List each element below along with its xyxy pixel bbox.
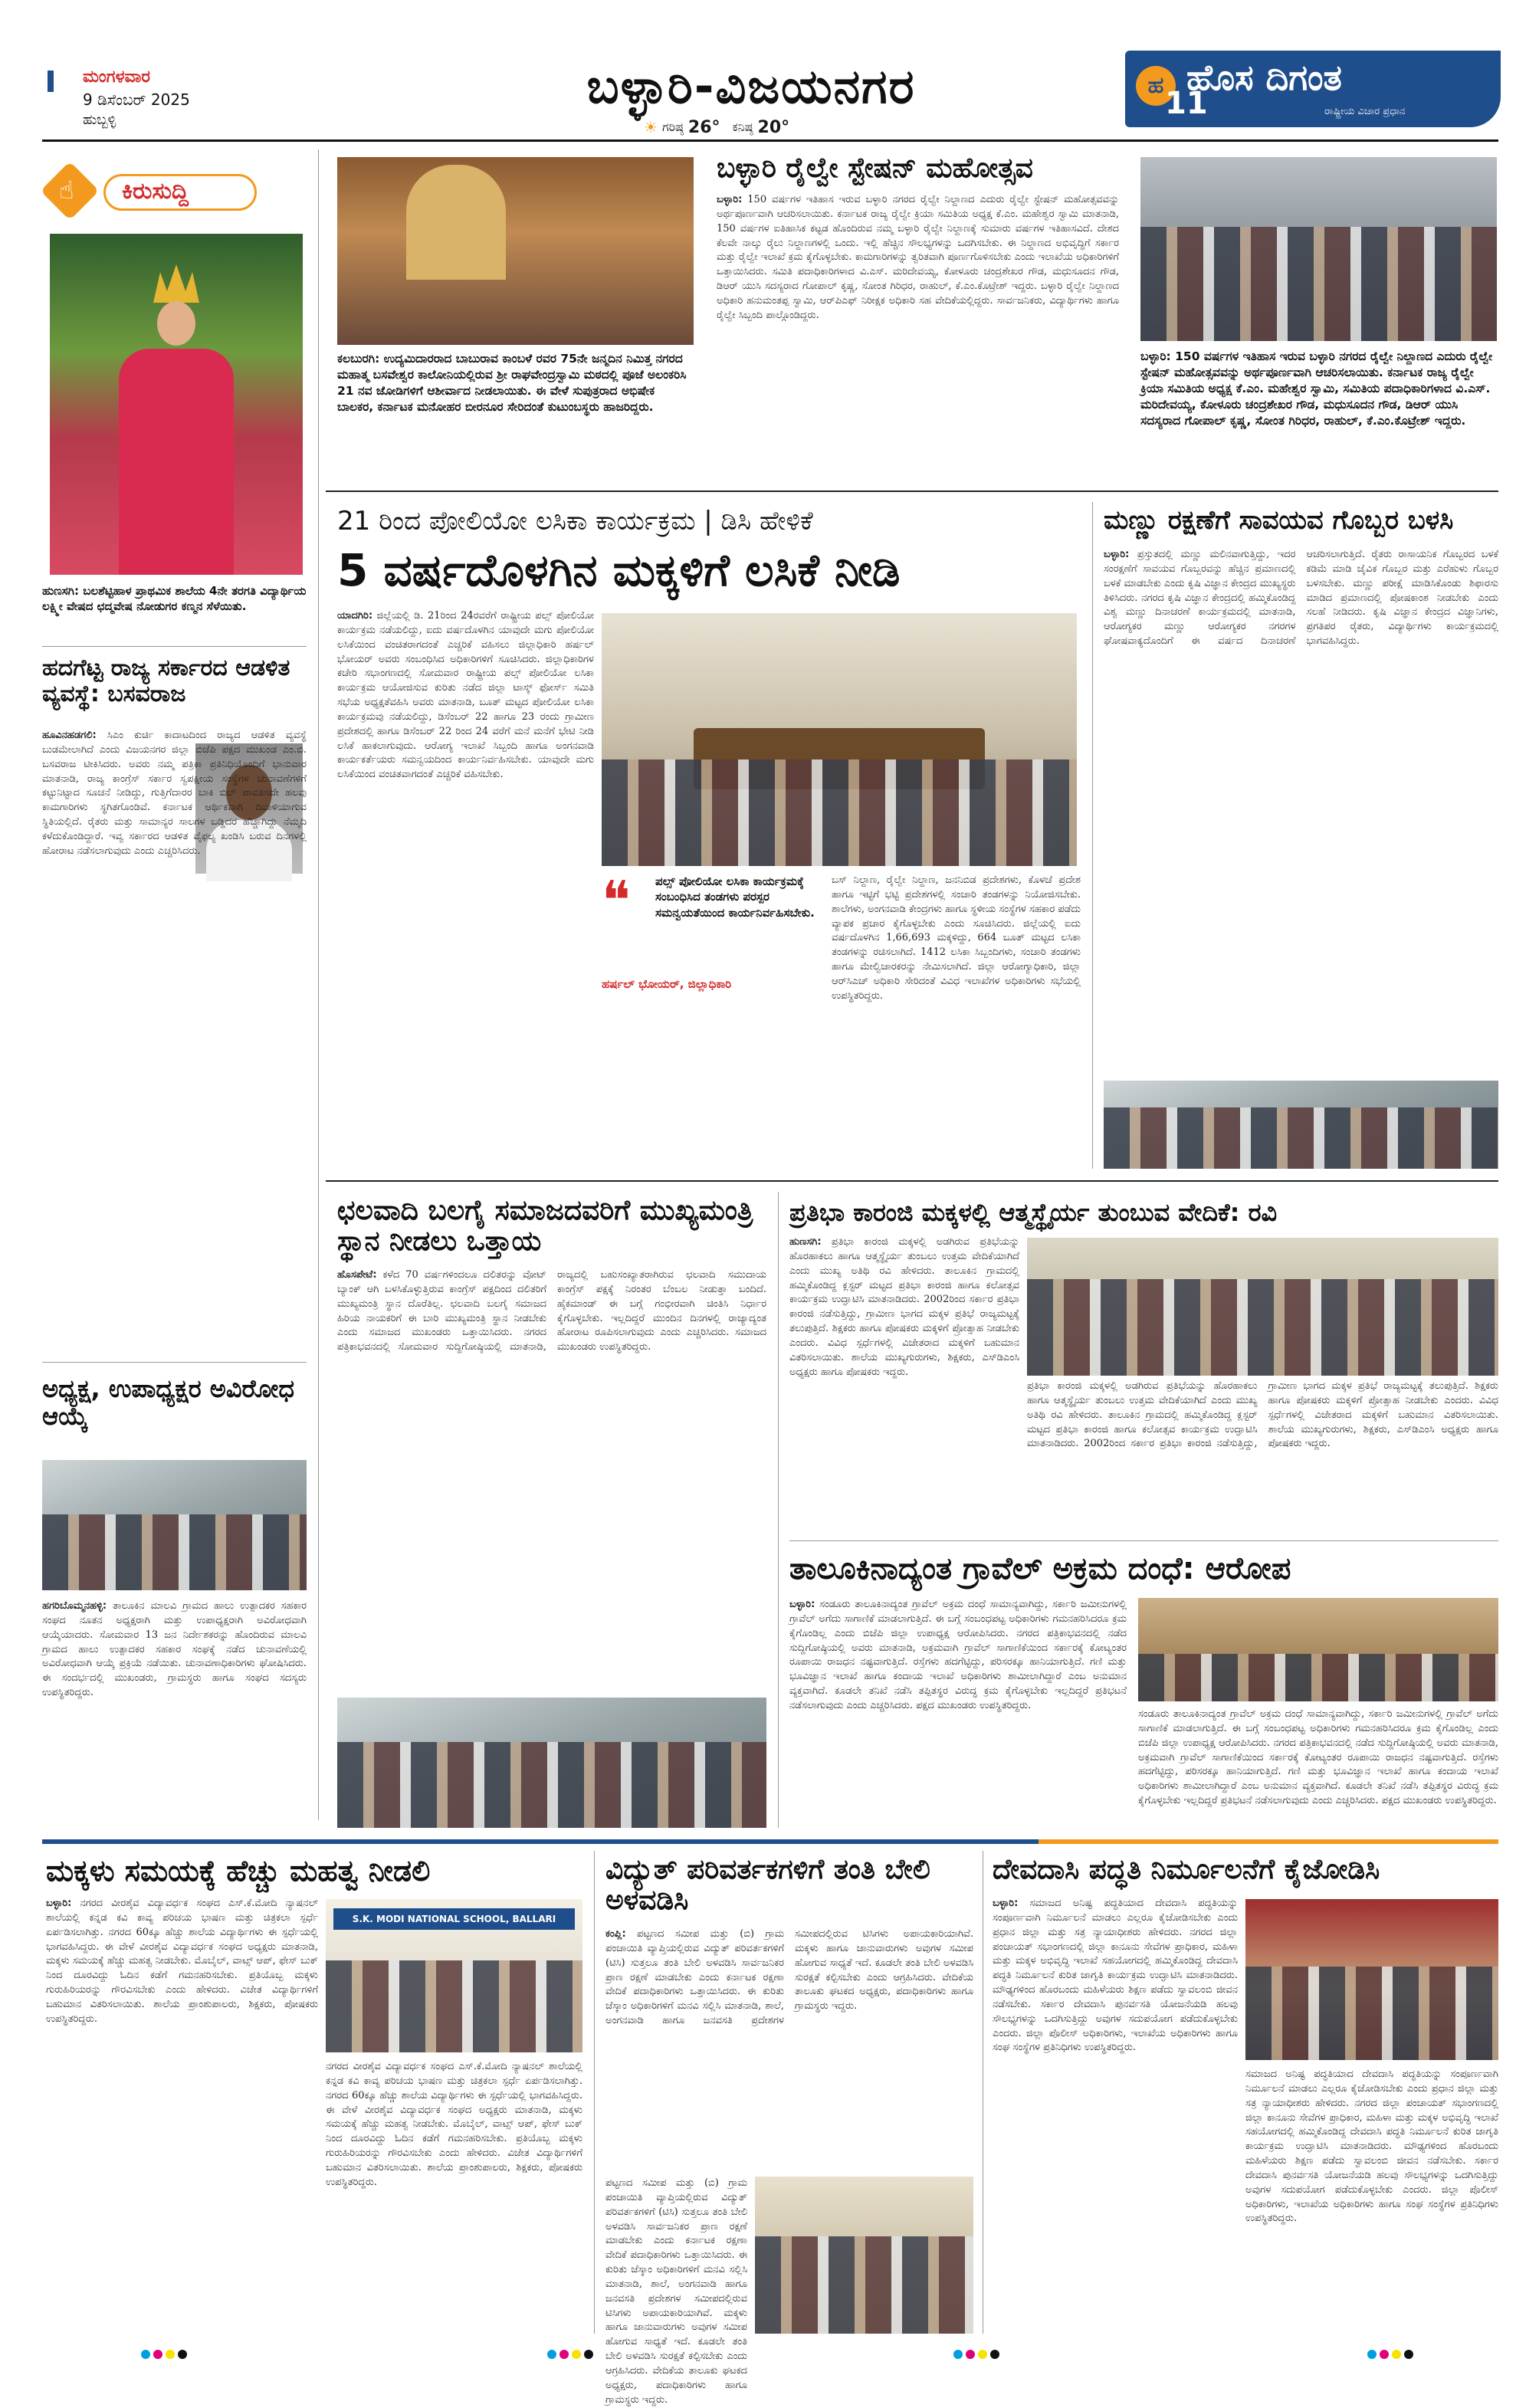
masthead <box>0 0 1539 142</box>
gravel-text-cont: ಸಂಡೂರು ತಾಲೂಕಿನಾದ್ಯಂತ ಗ್ರಾವೆಲ್ ಅಕ್ರಮ ದಂಧೆ ಸಾಮಾನ್ಯವಾಗಿದ್ದು, ಸರ್ಕಾರಿ ಜಮೀನುಗಳಲ್ಲಿ ಗ್ರಾವೆಲ್ ಅಗೆದು ಸಾಗಾಣಿಕೆ ಮಾಡಲಾಗುತ್ತಿದೆ. ಈ ಬಗ್ಗೆ ಸಂಬಂಧಪಟ್ಟ ಅಧಿಕಾರಿಗಳು ಗಮನಹರಿಸಿದರೂ ಕ್ರಮ ಕೈಗೊಂಡಿಲ್ಲ ಎಂದು ಬಿಜೆಪಿ ಜಿಲ್ಲಾ ಉಪಾಧ್ಯಕ್ಷ ಆರೋಪಿಸಿದರು. ನಗರದ ಪತ್ರಿಕಾಭವನದಲ್ಲಿ ನಡೆದ ಸುದ್ದಿಗೋಷ್ಠಿಯಲ್ಲಿ ಅವರು ಮಾತನಾಡಿ, ಅಕ್ರಮವಾಗಿ ಗ್ರಾವೆಲ್ ಸಾಗಾಣಿಕೆಯಿಂದ ಸರ್ಕಾರಕ್ಕೆ ಕೋಟ್ಯಂತರ ರೂಪಾಯಿ ರಾಜಧನ ನಷ್ಟವಾಗುತ್ತಿದೆ. ರಸ್ತೆಗಳು ಹದಗೆಟ್ಟಿದ್ದು, ಪರಿಸರಕ್ಕೂ ಹಾನಿಯಾಗುತ್ತಿದೆ. ಗಣಿ ಮತ್ತು ಭೂವಿಜ್ಞಾನ ಇಲಾಖೆ ಹಾಗೂ ಕಂದಾಯ ಇಲಾಖೆ ಅಧಿಕಾರಿಗಳು ಶಾಮೀಲಾಗಿದ್ದಾರೆ ಎಂಬ ಅನುಮಾನ ವ್ಯಕ್ತವಾಗಿದೆ. ಕೂಡಲೇ ತನಿಖೆ ನಡೆಸಿ ತಪ್ಪಿತಸ್ಥರ ವಿರುದ್ಧ ಕ್ರಮ ಕೈಗೊಳ್ಳಬೇಕು ಇಲ್ಲದಿದ್ದರೆ ಪ್ರತಿಭಟನೆ ನಡೆಸಲಾಗುವುದು ಎಂದು ಎಚ್ಚರಿಸಿದರು. ಪಕ್ಷದ ಮುಖಂಡರು ಉಪಸ್ಥಿತರಿದ್ದರು. <box>1138 1708 1498 1807</box>
children-text: ನಗರದ ವೀರಶೈವ ವಿದ್ಯಾವರ್ಧಕ ಸಂಘದ ಎಸ್.ಕೆ.ಮೋದಿ ನ್ಯಾಷನಲ್ ಶಾಲೆಯಲ್ಲಿ ಕನ್ನಡ ಕವಿ ಕಾವ್ಯ ಪರಿಚಯ ಭಾಷಣ ಮತ್ತು ಚಿತ್ರಕಲಾ ಸ್ಪರ್ಧೆ ಏರ್ಪಡಿಸಲಾಗಿತ್ತು. ನಗರದ 60ಕ್ಕೂ ಹೆಚ್ಚು ಶಾಲೆಯ ವಿದ್ಯಾರ್ಥಿಗಳು ಈ ಸ್ಪರ್ಧೆಯಲ್ಲಿ ಭಾಗವಹಿಸಿದ್ದರು. ಈ ವೇಳೆ ವೀರಶೈವ ವಿದ್ಯಾವರ್ಧಕ ಸಂಘದ ಅಧ್ಯಕ್ಷರು ಮಾತನಾಡಿ, ಮಕ್ಕಳು ಸಮಯಕ್ಕೆ ಹೆಚ್ಚು ಮಹತ್ವ ನೀಡಬೇಕು. ಮೊಬೈಲ್, ವಾಟ್ಸ್ ಆಪ್, ಫೇಸ್ ಬುಕ್ ನಿಂದ ದೂರವಿದ್ದು ಓದಿನ ಕಡೆಗೆ ಗಮನಹರಿಸಬೇಕು. ಪ್ರತಿಯೊಬ್ಬ ಮಕ್ಕಳು ಗುರುಹಿರಿಯರನ್ನು ಗೌರವಿಸಬೇಕು ಎಂದು ಹೇಳಿದರು. ವಿಜೇತ ವಿದ್ಯಾರ್ಥಿಗಳಿಗೆ ಬಹುಮಾನ ವಿತರಿಸಲಾಯಿತು. ಶಾಲೆಯ ಪ್ರಾಂಶುಪಾಲರು, ಶಿಕ್ಷಕರು, ಪೋಷಕರು ಉಪಸ್ಥಿತರಿದ್ದರು. <box>46 1898 318 2025</box>
registration-marks-svg <box>138 2345 1441 2364</box>
face-shape <box>157 301 195 346</box>
flame-icon: ಹ <box>1136 66 1176 106</box>
devadasi-title: ದೇವದಾಸಿ ಪದ್ಧತಿ ನಿರ್ಮೂಲನೆಗೆ ಕೈಜೋಡಿಸಿ <box>993 1854 1380 1885</box>
children-body-1 <box>46 1897 318 2334</box>
electric-title: ವಿದ್ಯುತ್ ಪರಿವರ್ತಕಗಳಿಗೆ ತಂತಿ ಬೇಲಿ ಅಳವಡಿಸಿ <box>605 1854 930 1917</box>
soil-text: ಪ್ರಸ್ತುತದಲ್ಲಿ ಮಣ್ಣು ಮಲಿನವಾಗುತ್ತಿದ್ದು, ಇದರ ಸಂರಕ್ಷಣೆಗೆ ಸಾವಯವ ಗೊಬ್ಬರವನ್ನು ಹೆಚ್ಚಿನ ಪ್ರಮಾಣದಲ್ಲಿ ಬಳಕೆ ಮಾಡಬೇಕು ಎಂದು ಕೃಷಿ ವಿಜ್ಞಾನ ಕೇಂದ್ರದ ಮುಖ್ಯಸ್ಥರು ತಿಳಿಸಿದರು. ನಗರದ ಕೃಷಿ ವಿಜ್ಞಾನ ಕೇಂದ್ರದಲ್ಲಿ ಹಮ್ಮಿಕೊಂಡಿದ್ದ ವಿಶ್ವ ಮಣ್ಣು ದಿನಾಚರಣೆ ಕಾರ್ಯಕ್ರಮದಲ್ಲಿ ಮಾತನಾಡಿ, ಆರೋಗ್ಯಕರ ಮಣ್ಣು ಆರೋಗ್ಯಕರ ನಗರಗಳ ಘೋಷವಾಕ್ಯದೊಂದಿಗೆ ಈ ವರ್ಷದ ದಿನಾಚರಣೆ ಆಚರಿಸಲಾಗುತ್ತಿದೆ. ರೈತರು ರಾಸಾಯನಿಕ ಗೊಬ್ಬರದ ಬಳಕೆ ಕಡಿಮೆ ಮಾಡಿ ಜೈವಿಕ ಗೊಬ್ಬರ ಮತ್ತು ಎರೆಹುಳು ಗೊಬ್ಬರ ಬಳಸಬೇಕು. ಮಣ್ಣು ಪರೀಕ್ಷೆ ಮಾಡಿಸಿಕೊಂಡು ಶಿಫಾರಸು ಮಾಡಿದ ಪ್ರಮಾಣದಲ್ಲಿ ಪೋಷಕಾಂಶ ನೀಡಬೇಕು ಎಂದು ಸಲಹೆ ನೀಡಿದರು. ಕೃಷಿ ವಿಜ್ಞಾನ ಕೇಂದ್ರದ ವಿಜ್ಞಾನಿಗಳು, ಪ್ರಗತಿಪರ ರೈತರು, ವಿದ್ಯಾರ್ಥಿಗಳು ಕಾರ್ಯಕ್ರಮದಲ್ಲಿ ಭಾಗವಹಿಸಿದ್ದರು. <box>1104 549 1498 648</box>
electric-text: ಪಟ್ಟಣದ ಸಮೀಪ ಮತ್ತು (ಬಿ) ಗ್ರಾಮ ಪಂಚಾಯಿತಿ ವ್ಯಾಪ್ತಿಯಲ್ಲಿರುವ ವಿದ್ಯುತ್ ಪರಿವರ್ತಕಗಳಿಗೆ (ಟಿಸಿ) ಸುತ್ತಲೂ ತಂತಿ ಬೇಲಿ ಅಳವಡಿಸಿ ಸಾರ್ವಜನಿಕರ ಪ್ರಾಣ ರಕ್ಷಣೆ ಮಾಡಬೇಕು ಎಂದು ಕರ್ನಾಟಕ ರಕ್ಷಣಾ ವೇದಿಕೆ ಪದಾಧಿಕಾರಿಗಳು ಒತ್ತಾಯಿಸಿದರು. ಈ ಕುರಿತು ಜೆಸ್ಕಾಂ ಅಧಿಕಾರಿಗಳಿಗೆ ಮನವಿ ಸಲ್ಲಿಸಿ ಮಾತನಾಡಿ, ಶಾಲೆ, ಅಂಗನವಾಡಿ ಹಾಗೂ ಜನವಸತಿ ಪ್ರದೇಶಗಳ ಸಮೀಪದಲ್ಲಿರುವ ಟಿಸಿಗಳು ಅಪಾಯಕಾರಿಯಾಗಿವೆ. ಮಕ್ಕಳು ಹಾಗೂ ಜಾನುವಾರುಗಳು ಅವುಗಳ ಸಮೀಪ ಹೋಗುವ ಸಾಧ್ಯತೆ ಇದೆ. ಕೂಡಲೇ ತಂತಿ ಬೇಲಿ ಅಳವಡಿಸಿ ಸುರಕ್ಷತೆ ಕಲ್ಪಿಸಬೇಕು ಎಂದು ಆಗ್ರಹಿಸಿದರು. ವೇದಿಕೆಯ ತಾಲೂಕು ಘಟಕದ ಅಧ್ಯಕ್ಷರು, ಪದಾಧಿಕಾರಿಗಳು ಹಾಗೂ ಗ್ರಾಮಸ್ಥರು ಇದ್ದರು. <box>605 1928 973 2027</box>
section-title: ಬಳ್ಳಾರಿ-ವಿಜಯನಗರ <box>586 58 916 114</box>
section-rule <box>326 490 1498 492</box>
school-photo <box>326 1899 582 2052</box>
polio-body-1 <box>337 609 594 1161</box>
press-meet-photo <box>337 1698 766 1828</box>
chalavadi-byline: ಹೊಸಪೇಟೆ: <box>337 1269 377 1281</box>
column-divider <box>778 1192 779 1828</box>
railway-photo <box>1140 157 1497 341</box>
soil-body <box>1104 548 1498 1077</box>
school-banner: S.K. MODI NATIONAL SCHOOL, BALLARI <box>333 1908 575 1930</box>
kirusuddi-column <box>42 149 310 1828</box>
section-rule <box>326 1180 1498 1182</box>
pratibha-text: ಪ್ರತಿಭಾ ಕಾರಂಜಿ ಮಕ್ಕಳಲ್ಲಿ ಅಡಗಿರುವ ಪ್ರತಿಭೆಯನ್ನು ಹೊರಹಾಕಲು ಹಾಗೂ ಆತ್ಮಸ್ಥೈರ್ಯ ತುಂಬಲು ಉತ್ತಮ ವೇದಿಕೆಯಾಗಿದೆ ಎಂದು ಮುಖ್ಯ ಅತಿಥಿ ರವಿ ಹೇಳಿದರು. ತಾಲೂಕಿನ ಗ್ರಾಮದಲ್ಲಿ ಹಮ್ಮಿಕೊಂಡಿದ್ದ ಕ್ಲಸ್ಟರ್ ಮಟ್ಟದ ಪ್ರತಿಭಾ ಕಾರಂಜಿ ಹಾಗೂ ಕಲೋತ್ಸವ ಕಾರ್ಯಕ್ರಮ ಉದ್ಘಾಟಿಸಿ ಮಾತನಾಡಿದರು. 2002ರಿಂದ ಸರ್ಕಾರ ಪ್ರತಿಭಾ ಕಾರಂಜಿ ನಡೆಸುತ್ತಿದ್ದು, ಗ್ರಾಮೀಣ ಭಾಗದ ಮಕ್ಕಳ ಪ್ರತಿಭೆ ರಾಜ್ಯಮಟ್ಟಕ್ಕೆ ತಲುಪುತ್ತಿದೆ. ಶಿಕ್ಷಕರು ಹಾಗೂ ಪೋಷಕರು ಮಕ್ಕಳಿಗೆ ಪ್ರೋತ್ಸಾಹ ನೀಡಬೇಕು ಎಂದರು. ವಿವಿಧ ಸ್ಪರ್ಧೆಗಳಲ್ಲಿ ವಿಜೇತರಾದ ಮಕ್ಕಳಿಗೆ ಬಹುಮಾನ ವಿತರಿಸಲಾಯಿತು. ಶಾಲೆಯ ಮುಖ್ಯಗುರುಗಳು, ಶಿಕ್ಷಕರು, ಎಸ್‌ಡಿಎಂಸಿ ಅಧ್ಯಕ್ಷರು ಹಾಗೂ ಪೋಷಕರು ಇದ್ದರು. <box>789 1236 1020 1378</box>
children-title: ಮಕ್ಕಳು ಸಮಯಕ್ಕೆ ಹೆಚ್ಚು ಮಹತ್ವ ನೀಡಲಿ <box>46 1854 431 1888</box>
story2-title: ಅಧ್ಯಕ್ಷ, ಉಪಾಧ್ಯಕ್ಷರ ಅವಿರೋಧ ಆಯ್ಕೆ <box>42 1374 294 1431</box>
divider <box>42 646 307 647</box>
devadasi-text: ಸಮಾಜದ ಅನಿಷ್ಟ ಪದ್ಧತಿಯಾದ ದೇವದಾಸಿ ಪದ್ಧತಿಯನ್ನು ಸಂಪೂರ್ಣವಾಗಿ ನಿರ್ಮೂಲನೆ ಮಾಡಲು ಎಲ್ಲರೂ ಕೈಜೋಡಿಸಬೇಕು ಎಂದು ಪ್ರಧಾನ ಜಿಲ್ಲಾ ಮತ್ತು ಸತ್ರ ನ್ಯಾಯಾಧೀಶರು ಹೇಳಿದರು. ನಗರದ ಜಿಲ್ಲಾ ಪಂಚಾಯತ್ ಸಭಾಂಗಣದಲ್ಲಿ ಜಿಲ್ಲಾ ಕಾನೂನು ಸೇವೆಗಳ ಪ್ರಾಧಿಕಾರ, ಮಹಿಳಾ ಮತ್ತು ಮಕ್ಕಳ ಅಭಿವೃದ್ಧಿ ಇಲಾಖೆ ಸಹಯೋಗದಲ್ಲಿ ಹಮ್ಮಿಕೊಂಡಿದ್ದ ದೇವದಾಸಿ ಪದ್ಧತಿ ನಿರ್ಮೂಲನೆ ಕುರಿತ ಜಾಗೃತಿ ಕಾರ್ಯಕ್ರಮ ಉದ್ಘಾಟಿಸಿ ಮಾತನಾಡಿದರು. ಮೌಢ್ಯಗಳಿಂದ ಹೊರಬಂದು ಮಹಿಳೆಯರು ಶಿಕ್ಷಣ ಪಡೆದು ಸ್ವಾವಲಂಬಿ ಜೀವನ ನಡೆಸಬೇಕು. ಸರ್ಕಾರ ದೇವದಾಸಿ ಪುನರ್ವಸತಿ ಯೋಜನೆಯಡಿ ಹಲವು ಸೌಲಭ್ಯಗಳನ್ನು ಒದಗಿಸುತ್ತಿದ್ದು ಅವುಗಳ ಸದುಪಯೋಗ ಪಡೆದುಕೊಳ್ಳಬೇಕು ಎಂದರು. ಜಿಲ್ಲಾ ಪೊಲೀಸ್ ಅಧಿಕಾರಿಗಳು, ಇಲಾಖೆಯ ಅಧಿಕಾರಿಗಳು ಹಾಗೂ ಸಂಘ ಸಂಸ್ಥೆಗಳ ಪ್ರತಿನಿಧಿಗಳು ಉಪಸ್ಥಿತರಿದ್ದರು. <box>993 1898 1238 2054</box>
reg-group-4 <box>1367 2350 1413 2359</box>
railway-body <box>717 193 1119 483</box>
polio-quote-author: ಹರ್ಷಲ್ ಭೋಯರ್, ಜಿಲ್ಲಾಧಿಕಾರಿ <box>602 977 732 991</box>
reg-group-1 <box>141 2350 187 2359</box>
children-byline: ಬಳ್ಳಾರಿ: <box>46 1898 72 1909</box>
devadasi-text-cont: ಸಮಾಜದ ಅನಿಷ್ಟ ಪದ್ಧತಿಯಾದ ದೇವದಾಸಿ ಪದ್ಧತಿಯನ್ನು ಸಂಪೂರ್ಣವಾಗಿ ನಿರ್ಮೂಲನೆ ಮಾಡಲು ಎಲ್ಲರೂ ಕೈಜೋಡಿಸಬೇಕು ಎಂದು ಪ್ರಧಾನ ಜಿಲ್ಲಾ ಮತ್ತು ಸತ್ರ ನ್ಯಾಯಾಧೀಶರು ಹೇಳಿದರು. ನಗರದ ಜಿಲ್ಲಾ ಪಂಚಾಯತ್ ಸಭಾಂಗಣದಲ್ಲಿ ಜಿಲ್ಲಾ ಕಾನೂನು ಸೇವೆಗಳ ಪ್ರಾಧಿಕಾರ, ಮಹಿಳಾ ಮತ್ತು ಮಕ್ಕಳ ಅಭಿವೃದ್ಧಿ ಇಲಾಖೆ ಸಹಯೋಗದಲ್ಲಿ ಹಮ್ಮಿಕೊಂಡಿದ್ದ ದೇವದಾಸಿ ಪದ್ಧತಿ ನಿರ್ಮೂಲನೆ ಕುರಿತ ಜಾಗೃತಿ ಕಾರ್ಯಕ್ರಮ ಉದ್ಘಾಟಿಸಿ ಮಾತನಾಡಿದರು. ಮೌಢ್ಯಗಳಿಂದ ಹೊರಬಂದು ಮಹಿಳೆಯರು ಶಿಕ್ಷಣ ಪಡೆದು ಸ್ವಾವಲಂಬಿ ಜೀವನ ನಡೆಸಬೇಕು. ಸರ್ಕಾರ ದೇವದಾಸಿ ಪುನರ್ವಸತಿ ಯೋಜನೆಯಡಿ ಹಲವು ಸೌಲಭ್ಯಗಳನ್ನು ಒದಗಿಸುತ್ತಿದ್ದು ಅವುಗಳ ಸದುಪಯೋಗ ಪಡೆದುಕೊಳ್ಳಬೇಕು ಎಂದರು. ಜಿಲ್ಲಾ ಪೊಲೀಸ್ ಅಧಿಕಾರಿಗಳು, ಇಲಾಖೆಯ ಅಧಿಕಾರಿಗಳು ಹಾಗೂ ಸಂಘ ಸಂಸ್ಥೆಗಳ ಪ್ರತಿನಿಧಿಗಳು ಉಪಸ್ಥಿತರಿದ್ದರು. <box>1245 2068 1498 2225</box>
weather <box>644 116 843 138</box>
devadasi-body-2 <box>1245 2068 1498 2334</box>
column-divider <box>318 149 319 1820</box>
devadasi-byline: ಬಳ್ಳಾರಿ: <box>993 1898 1019 1909</box>
story1-body <box>42 729 307 1350</box>
children-body-2 <box>326 2060 582 2334</box>
railway-photo-caption: ಬಳ್ಳಾರಿ: 150 ವರ್ಷಗಳ ಇತಿಹಾಸ ಇರುವ ಬಳ್ಳಾರಿ ನಗರದ ರೈಲ್ವೇ ನಿಲ್ದಾಣದ ಎದುರು ರೈಲ್ವೇ ಸ್ಟೇಷನ್ ಮಹೋತ್ಸವವನ್ನು ಅರ್ಥಪೂರ್ಣವಾಗಿ ಆಚರಿಸಲಾಯಿತು. ಕರ್ನಾಟಕ ರಾಜ್ಯ ರೈಲ್ವೇ ಕ್ರಿಯಾ ಸಮಿತಿಯ ಅಧ್ಯಕ್ಷ ಕೆ.ಎಂ. ಮಹೇಶ್ವರ ಸ್ವಾಮಿ, ಸಮಿತಿಯ ಪದಾಧಿಕಾರಿಗಳಾದ ವಿ.ಎಸ್. ಮರಿದೇವಯ್ಯ, ಕೋಳೂರು ಚಂದ್ರಶೇಖರ ಗೌಡ, ಮಧುಸೂದನ ಗೌಡ, ಡಿಆರ್ ಯುಸಿ ಸದಸ್ಯರಾದ ಗೋಪಾಲ್ ಕೃಷ್ಣ, ಸೋಂತ ಗಿರಿಧರ, ರಾಹುಲ್, ಕೆ.ಎಂ.ಕೊಟ್ರೇಶ್ ಇದ್ದರು. <box>1140 349 1493 428</box>
pratibha-byline: ಹುಣಸಗಿ: <box>789 1236 822 1248</box>
story1-title: ಹದಗೆಟ್ಟ ರಾಜ್ಯ ಸರ್ಕಾರದ ಆಡಳಿತ ವ್ಯವಸ್ಥೆ: ಬಸವರಾಜ <box>42 654 290 707</box>
chalavadi-text: ಕಳೆದ 70 ವರ್ಷಗಳಿಂದಲೂ ದಲಿತರನ್ನು ವೋಟ್ ಬ್ಯಾಂಕ್ ಆಗಿ ಬಳಸಿಕೊಳ್ಳುತ್ತಿರುವ ಕಾಂಗ್ರೆಸ್ ಪಕ್ಷದಿಂದ ದಲಿತರಿಗೆ ಮುಖ್ಯಮಂತ್ರಿ ಸ್ಥಾನ ದೊರೆತಿಲ್ಲ. ಛಲವಾದಿ ಬಲಗೈ ಸಮಾಜದ ಹಿರಿಯ ನಾಯಕರಿಗೆ ಈ ಬಾರಿ ಮುಖ್ಯಮಂತ್ರಿ ಸ್ಥಾನ ನೀಡಬೇಕು ಎಂದು ಸಮಾಜದ ಮುಖಂಡರು ಒತ್ತಾಯಿಸಿದರು. ನಗರದ ಪತ್ರಿಕಾಭವನದಲ್ಲಿ ಸೋಮವಾರ ಸುದ್ದಿಗೋಷ್ಠಿಯಲ್ಲಿ ಮಾತನಾಡಿ, ರಾಜ್ಯದಲ್ಲಿ ಬಹುಸಂಖ್ಯಾತರಾಗಿರುವ ಛಲವಾದಿ ಸಮುದಾಯ ಕಾಂಗ್ರೆಸ್ ಪಕ್ಷಕ್ಕೆ ನಿರಂತರ ಬೆಂಬಲ ನೀಡುತ್ತಾ ಬಂದಿದೆ. ಹೈಕಮಾಂಡ್ ಈ ಬಗ್ಗೆ ಗಂಭೀರವಾಗಿ ಚಿಂತಿಸಿ ನಿರ್ಧಾರ ಕೈಗೊಳ್ಳಬೇಕು. ಇಲ್ಲದಿದ್ದರೆ ಮುಂದಿನ ದಿನಗಳಲ್ಲಿ ರಾಜ್ಯಾದ್ಯಂತ ಹೋರಾಟ ರೂಪಿಸಲಾಗುವುದು ಎಂದು ಎಚ್ಚರಿಸಿದರು. ಸಮಾಜದ ಮುಖಂಡರು ಉಪಸ್ಥಿತರಿದ್ದರು. <box>337 1269 766 1353</box>
pratibha-title: ಪ್ರತಿಭಾ ಕಾರಂಜಿ ಮಕ್ಕಳಲ್ಲಿ ಆತ್ಮಸ್ಥೈರ್ಯ ತುಂಬುವ ವೇದಿಕೆ: ರವಿ <box>789 1198 1278 1227</box>
polio-quote-block <box>602 869 824 1004</box>
soil-title: ಮಣ್ಣು ರಕ್ಷಣೆಗೆ ಸಾವಯವ ಗೊಬ್ಬರ ಬಳಸಿ <box>1104 505 1454 536</box>
weather-min-label: ಕನಿಷ್ಠ <box>732 120 753 134</box>
soil-photo <box>1104 1081 1498 1169</box>
polio-byline: ಯಾದಗಿರಿ: <box>337 610 373 622</box>
lakshmi-photo <box>50 234 303 575</box>
gravel-photo <box>1138 1598 1498 1701</box>
railway-text: 150 ವರ್ಷಗಳ ಇತಿಹಾಸ ಇರುವ ಬಳ್ಳಾರಿ ನಗರದ ರೈಲ್ವೇ ನಿಲ್ದಾಣದ ಎದುರು ರೈಲ್ವೇ ಸ್ಟೇಷನ್ ಮಹೋತ್ಸವವನ್ನು ಅರ್ಥಪೂರ್ಣವಾಗಿ ಆಚರಿಸಲಾಯಿತು. ಕರ್ನಾಟಕ ರಾಜ್ಯ ರೈಲ್ವೇ ಕ್ರಿಯಾ ಸಮಿತಿಯ ಅಧ್ಯಕ್ಷ ಕೆ.ಎಂ. ಮಹೇಶ್ವರ ಸ್ವಾಮಿ ಮಾತನಾಡಿ, 150 ವರ್ಷಗಳ ಐತಿಹಾಸಿಕ ಕಟ್ಟಡ ಹೊಂದಿರುವ ನಮ್ಮ ಬಳ್ಳಾರಿ ರೈಲ್ವೇ ನಿಲ್ದಾಣಕ್ಕೆ ಸುಮಾರು ವರ್ಷಗಳ ಇತಿಹಾಸವಿದೆ. ದೇಶದ ಕೆಲವೇ ನಾಲ್ಕು ರೈಲು ನಿಲ್ದಾಣಗಳಲ್ಲಿ ಒಂದು. ಇಲ್ಲಿ ಹೆಚ್ಚಿನ ಸೌಲಭ್ಯಗಳನ್ನು ಒದಗಿಸಬೇಕು. ಈ ನಿಲ್ದಾಣದ ಅಭಿವೃದ್ಧಿಗೆ ಸರ್ಕಾರ ಮತ್ತು ರೈಲ್ವೇ ಇಲಾಖೆ ಕ್ರಮ ಕೈಗೊಳ್ಳಬೇಕು. ಕಾಮಗಾರಿಗಳನ್ನು ತ್ವರಿತವಾಗಿ ಪೂರ್ಣಗೊಳಿಸಬೇಕು ಎಂದು ಇಲಾಖೆಯ ಅಧಿಕಾರಿಗಳಿಗೆ ಒತ್ತಾಯಿಸಿದರು. ಸಮಿತಿ ಪದಾಧಿಕಾರಿಗಳಾದ ವಿ.ಎಸ್. ಮರಿದೇವಯ್ಯ, ಕೋಳೂರು ಚಂದ್ರಶೇಖರ ಗೌಡ, ಮಧುಸೂದನ ಗೌಡ, ಡಿಆರ್ ಯುಸಿ ಸದಸ್ಯರಾದ ಗೋಪಾಲ್ ಕೃಷ್ಣ, ಸೋಂತ ಗಿರಿಧರ, ರಾಹುಲ್, ಕೆ.ಎಂ.ಕೊಟ್ರೇಶ್ ಇದ್ದರು. ಬಳ್ಳಾರಿ ರೈಲ್ವೇ ನಿಲ್ದಾಣದ ಅಧಿಕಾರಿ ಹನುಮಂತಪ್ಪ ಸ್ವಾಮಿ, ಆರ್‌ಪಿಎಫ್ ನಿರೀಕ್ಷಕ ಅಧಿಕಾರಿ ಸಹ ವೇದಿಕೆಯಲ್ಲಿದ್ದರು. ಸಾರ್ವಜನಿಕರು, ವಿದ್ಯಾರ್ಥಿಗಳು ಹಾಗೂ ರೈಲ್ವೇ ಸಿಬ್ಬಂದಿ ಪಾಲ್ಗೊಂಡಿದ್ದರು. <box>717 194 1119 321</box>
electric-body-cont <box>605 2177 747 2406</box>
devadasi-body-1 <box>993 1897 1238 2334</box>
crown-shape <box>153 264 199 303</box>
weather-min: 20° <box>757 117 790 137</box>
reg-group-2 <box>547 2350 593 2359</box>
story2-byline: ಹಗರಿಬೊಮ್ಮನಹಳ್ಳಿ: <box>42 1600 107 1612</box>
registration-marks <box>138 2345 1441 2364</box>
railway-byline: ಬಳ್ಳಾರಿ: <box>717 194 743 205</box>
polio-body-2 <box>832 874 1081 1173</box>
hand-glyph: ☝ <box>59 176 74 205</box>
reg-group-3 <box>953 2350 999 2359</box>
railway-title: ಬಳ್ಳಾರಿ ರೈಲ್ವೇ ಸ್ಟೇಷನ್ ಮಹೋತ್ಸವ <box>717 153 1033 184</box>
divider <box>789 1540 1498 1541</box>
city-label: ಹುಬ್ಬಳ್ಳಿ <box>83 112 116 128</box>
polio-text-1: ಜಿಲ್ಲೆಯಲ್ಲಿ ಡಿ. 21ರಿಂದ 24ರವರೆಗೆ ರಾಷ್ಟ್ರೀಯ ಪಲ್ಸ್ ಪೋಲಿಯೋ ಕಾರ್ಯಕ್ರಮ ನಡೆಯಲಿದ್ದು, ಐದು ವರ್ಷದೊಳಗಿನ ಯಾವುದೇ ಮಗು ಪೋಲಿಯೋ ಲಸಿಕೆಯಿಂದ ವಂಚಿತರಾಗದಂತೆ ಎಚ್ಚರಿಕೆ ವಹಿಸಲು ಜಿಲ್ಲಾಧಿಕಾರಿ ಹರ್ಷಲ್ ಭೋಯರ್ ಅವರು ಸಂಬಂಧಿಸಿದ ಅಧಿಕಾರಿಗಳಿಗೆ ಸೂಚಿಸಿದರು. ಜಿಲ್ಲಾಧಿಕಾರಿಗಳ ಕಚೇರಿ ಸಭಾಂಗಣದಲ್ಲಿ ಸೋಮವಾರ ರಾಷ್ಟ್ರೀಯ ಪಲ್ಸ್ ಪೋಲಿಯೋ ಲಸಿಕಾ ಕಾರ್ಯಕ್ರಮ ಆಯೋಜಿಸುವ ಕುರಿತು ನಡೆದ ಜಿಲ್ಲಾ ಟಾಸ್ಕ್ ಫೋರ್ಸ್ ಸಮಿತಿ ಸಭೆಯ ಅಧ್ಯಕ್ಷತೆವಹಿಸಿ ಅವರು ಮಾತನಾಡಿ, ಬೂತ್ ಮಟ್ಟದ ಪೋಲಿಯೋ ಲಸಿಕಾ ಕಾರ್ಯಕ್ರಮವು ನಡೆಯಲಿದ್ದು, ಡಿಸೆಂಬರ್ 22 ಹಾಗೂ 23 ರಂದು ಗ್ರಾಮೀಣ ಪ್ರದೇಶದಲ್ಲಿ ಹಾಗೂ ಡಿಸೆಂಬರ್ 22 ರಿಂದ 24 ವರೆಗೆ ಮನೆ ಮನೆಗೆ ಭೇಟಿ ನೀಡಿ ಲಸಿಕೆ ಹಾಕಲಾಗುವುದು. ಆರೋಗ್ಯ ಇಲಾಖೆ ಸಿಬ್ಬಂದಿ ಹಾಗೂ ಅಂಗನವಾಡಿ ಕಾರ್ಯಕರ್ತೆಯರು ಸಮನ್ವಯದಿಂದ ಕಾರ್ಯನಿರ್ವಹಿಸಬೇಕು. ಯಾವುದೇ ಮಗು ಲಸಿಕೆಯಿಂದ ವಂಚಿತವಾಗದಂತೆ ಎಚ್ಚರಿಕೆ ವಹಿಸಬೇಕು. <box>337 610 594 781</box>
kirusuddi-label: ಕಿರುಸುದ್ದಿ <box>122 178 189 205</box>
weather-max-label: ಗರಿಷ್ಠ <box>661 120 684 134</box>
story1-byline: ಹೂವಿನಹಡಗಲಿ: <box>42 730 97 741</box>
column-divider <box>594 1851 595 2334</box>
pratibha-body-1 <box>789 1235 1019 1538</box>
chalavadi-body <box>337 1268 766 1686</box>
polio-quote: ಪಲ್ಸ್ ಪೋಲಿಯೋ ಲಸಿಕಾ ಕಾರ್ಯಕ್ರಮಕ್ಕೆ ಸಂಬಂಧಿಸಿದ ತಂಡಗಳು ಪರಸ್ಪರ ಸಮನ್ವಯತೆಯಿಂದ ಕಾರ್ಯನಿರ್ವಹಿಸಬೇಕು. <box>655 874 815 920</box>
divider <box>42 1362 307 1363</box>
devadasi-photo <box>1245 1899 1498 2060</box>
temple-caption: ಕಲಬುರಗಿ: ಉದ್ಯಮಿದಾರರಾದ ಬಾಬುರಾವ ಕಾಂಬಳೆ ರವರ 75ನೇ ಜನ್ಮದಿನ ನಿಮಿತ್ತ ನಗರದ ಮಹಾತ್ಮ ಬಸವೇಶ್ವರ ಕಾಲೋನಿಯಲ್ಲಿರುವ ಶ್ರೀ ರಾಘವೇಂದ್ರಸ್ವಾಮಿ ಮಠದಲ್ಲಿ ಪೂಜೆ ಅಲಂಕರಿಸಿ 21 ನವ ಜೋಡಿಗಳಿಗೆ ಆಶೀರ್ವಾದ ನೀಡಲಾಯಿತು. ಈ ವೇಳೆ ಸುಪುತ್ರರಾದ ಅಭಿಷೇಕ ಬಾಲಕರ, ಕರ್ನಾಟಕ ಮನೋಹರ ಬೀರನೂರ ಸೇರಿದಂತೆ ಕುಟುಂಬಸ್ಥರು ಹಾಜರಿದ್ದರು. <box>337 352 687 414</box>
meeting-photo <box>602 613 1077 866</box>
gravel-byline: ಬಳ್ಳಾರಿ: <box>789 1599 815 1610</box>
pratibha-text-cont: ಪ್ರತಿಭಾ ಕಾರಂಜಿ ಮಕ್ಕಳಲ್ಲಿ ಅಡಗಿರುವ ಪ್ರತಿಭೆಯನ್ನು ಹೊರಹಾಕಲು ಹಾಗೂ ಆತ್ಮಸ್ಥೈರ್ಯ ತುಂಬಲು ಉತ್ತಮ ವೇದಿಕೆಯಾಗಿದೆ ಎಂದು ಮುಖ್ಯ ಅತಿಥಿ ರವಿ ಹೇಳಿದರು. ತಾಲೂಕಿನ ಗ್ರಾಮದಲ್ಲಿ ಹಮ್ಮಿಕೊಂಡಿದ್ದ ಕ್ಲಸ್ಟರ್ ಮಟ್ಟದ ಪ್ರತಿಭಾ ಕಾರಂಜಿ ಹಾಗೂ ಕಲೋತ್ಸವ ಕಾರ್ಯಕ್ರಮ ಉದ್ಘಾಟಿಸಿ ಮಾತನಾಡಿದರು. 2002ರಿಂದ ಸರ್ಕಾರ ಪ್ರತಿಭಾ ಕಾರಂಜಿ ನಡೆಸುತ್ತಿದ್ದು, ಗ್ರಾಮೀಣ ಭಾಗದ ಮಕ್ಕಳ ಪ್ರತಿಭೆ ರಾಜ್ಯಮಟ್ಟಕ್ಕೆ ತಲುಪುತ್ತಿದೆ. ಶಿಕ್ಷಕರು ಹಾಗೂ ಪೋಷಕರು ಮಕ್ಕಳಿಗೆ ಪ್ರೋತ್ಸಾಹ ನೀಡಬೇಕು ಎಂದರು. ವಿವಿಧ ಸ್ಪರ್ಧೆಗಳಲ್ಲಿ ವಿಜೇತರಾದ ಮಕ್ಕಳಿಗೆ ಬಹುಮಾನ ವಿತರಿಸಲಾಯಿತು. ಶಾಲೆಯ ಮುಖ್ಯಗುರುಗಳು, ಶಿಕ್ಷಕರು, ಎಸ್‌ಡಿಎಂಸಿ ಅಧ್ಯಕ್ಷರು ಹಾಗೂ ಪೋಷಕರು ಇದ್ದರು. <box>1027 1380 1498 1450</box>
electric-byline: ಕಂಪ್ಲಿ: <box>605 1928 626 1940</box>
date-bar-accent <box>48 71 54 92</box>
soil-byline: ಬಳ್ಳಾರಿ: <box>1104 549 1130 560</box>
saree-shape <box>119 349 234 575</box>
masthead-rule <box>42 139 1498 142</box>
pratibha-photo <box>1027 1238 1498 1376</box>
children-text-cont: ನಗರದ ವೀರಶೈವ ವಿದ್ಯಾವರ್ಧಕ ಸಂಘದ ಎಸ್.ಕೆ.ಮೋದಿ ನ್ಯಾಷನಲ್ ಶಾಲೆಯಲ್ಲಿ ಕನ್ನಡ ಕವಿ ಕಾವ್ಯ ಪರಿಚಯ ಭಾಷಣ ಮತ್ತು ಚಿತ್ರಕಲಾ ಸ್ಪರ್ಧೆ ಏರ್ಪಡಿಸಲಾಗಿತ್ತು. ನಗರದ 60ಕ್ಕೂ ಹೆಚ್ಚು ಶಾಲೆಯ ವಿದ್ಯಾರ್ಥಿಗಳು ಈ ಸ್ಪರ್ಧೆಯಲ್ಲಿ ಭಾಗವಹಿಸಿದ್ದರು. ಈ ವೇಳೆ ವೀರಶೈವ ವಿದ್ಯಾವರ್ಧಕ ಸಂಘದ ಅಧ್ಯಕ್ಷರು ಮಾತನಾಡಿ, ಮಕ್ಕಳು ಸಮಯಕ್ಕೆ ಹೆಚ್ಚು ಮಹತ್ವ ನೀಡಬೇಕು. ಮೊಬೈಲ್, ವಾಟ್ಸ್ ಆಪ್, ಫೇಸ್ ಬುಕ್ ನಿಂದ ದೂರವಿದ್ದು ಓದಿನ ಕಡೆಗೆ ಗಮನಹರಿಸಬೇಕು. ಪ್ರತಿಯೊಬ್ಬ ಮಕ್ಕಳು ಗುರುಹಿರಿಯರನ್ನು ಗೌರವಿಸಬೇಕು ಎಂದು ಹೇಳಿದರು. ವಿಜೇತ ವಿದ್ಯಾರ್ಥಿಗಳಿಗೆ ಬಹುಮಾನ ವಿತರಿಸಲಾಯಿತು. ಶಾಲೆಯ ಪ್ರಾಂಶುಪಾಲರು, ಶಿಕ್ಷಕರು, ಪೋಷಕರು ಉಪಸ್ಥಿತರಿದ್ದರು. <box>326 2061 582 2188</box>
story2-text: ತಾಲೂಕಿನ ಮಾಲವಿ ಗ್ರಾಮದ ಹಾಲು ಉತ್ಪಾದಕರ ಸಹಕಾರ ಸಂಘದ ನೂತನ ಅಧ್ಯಕ್ಷರಾಗಿ ಮತ್ತು ಉಪಾಧ್ಯಕ್ಷರಾಗಿ ಅವಿರೋಧವಾಗಿ ಆಯ್ಕೆಯಾದರು. ಸೋಮವಾರ 13 ಜನ ನಿರ್ದೇಶಕರನ್ನು ಹೊಂದಿರುವ ಮಾಲವಿ ಗ್ರಾಮದ ಹಾಲು ಉತ್ಪಾದಕರ ಸಹಕಾರ ಸಂಘಕ್ಕೆ ನಡೆದ ಚುನಾವಣೆಯಲ್ಲಿ ಅವಿರೋಧವಾಗಿ ಆಯ್ಕೆ ಪ್ರಕ್ರಿಯೆ ನಡೆಯಿತು. ಚುನಾವಣಾಧಿಕಾರಿಗಳು ಘೋಷಿಸಿದರು. ಈ ಸಂದರ್ಭದಲ್ಲಿ ಮುಖಂಡರು, ಗ್ರಾಮಸ್ಥರು ಹಾಗೂ ಸಂಘದ ಸದಸ್ಯರು ಉಪಸ್ಥಿತರಿದ್ದರು. <box>42 1600 307 1699</box>
electric-body <box>605 1927 973 2173</box>
gravel-title: ತಾಲೂಕಿನಾದ್ಯಂತ ಗ್ರಾವೆಲ್ ಅಕ್ರಮ ದಂಧೆ: ಆರೋಪ <box>789 1551 1291 1586</box>
date-label: 9 ಡಿಸೆಂಬರ್ 2025 <box>83 90 190 109</box>
temple-photo <box>337 157 694 345</box>
kirusuddi-header <box>42 166 272 220</box>
bottom-band-orange <box>1039 1839 1498 1844</box>
chalavadi-title: ಛಲವಾದಿ ಬಲಗೈ ಸಮಾಜದವರಿಗೆ ಮುಖ್ಯಮಂತ್ರಿ ಸ್ಥಾನ ನೀಡಲು ಒತ್ತಾಯ <box>337 1195 753 1258</box>
polio-text-2: ಬಸ್ ನಿಲ್ದಾಣ, ರೈಲ್ವೇ ನಿಲ್ದಾಣ, ಜನನಿಬಿಡ ಪ್ರದೇಶಗಳು, ಕೊಳಚೆ ಪ್ರದೇಶ ಹಾಗೂ ಇಟ್ಟಿಗೆ ಭಟ್ಟಿ ಪ್ರದೇಶಗಳಲ್ಲಿ ಸಂಚಾರಿ ತಂಡಗಳನ್ನು ನಿಯೋಜಿಸಬೇಕು. ಶಾಲೆಗಳು, ಅಂಗನವಾಡಿ ಕೇಂದ್ರಗಳು ಹಾಗೂ ಸ್ಥಳೀಯ ಸಂಸ್ಥೆಗಳ ಸಹಕಾರ ಪಡೆದು ವ್ಯಾಪಕ ಪ್ರಚಾರ ಕೈಗೊಳ್ಳಬೇಕು ಎಂದು ಸೂಚಿಸಿದರು. ಜಿಲ್ಲೆಯಲ್ಲಿ ಐದು ವರ್ಷದೊಳಗಿನ 1,66,693 ಮಕ್ಕಳಿದ್ದು, 664 ಬೂತ್ ಮಟ್ಟದ ಲಸಿಕಾ ತಂಡಗಳನ್ನು ರಚಿಸಲಾಗಿದೆ. 1412 ಲಸಿಕಾ ಸಿಬ್ಬಂದಿಗಳು, ಸಂಚಾರಿ ತಂಡಗಳು ಹಾಗೂ ಮೇಲ್ವಿಚಾರಕರನ್ನು ನೇಮಿಸಲಾಗಿದೆ. ಜಿಲ್ಲಾ ಆರೋಗ್ಯಾಧಿಕಾರಿ, ಜಿಲ್ಲಾ ಆರ್‌ಸಿಎಚ್ ಅಧಿಕಾರಿ ಸೇರಿದಂತೆ ವಿವಿಧ ಇಲಾಖೆಗಳ ಅಧಿಕಾರಿಗಳು ಸಭೆಯಲ್ಲಿ ಉಪಸ್ಥಿತರಿದ್ದರು. <box>832 874 1081 1002</box>
electric-text-cont: ಪಟ್ಟಣದ ಸಮೀಪ ಮತ್ತು (ಬಿ) ಗ್ರಾಮ ಪಂಚಾಯಿತಿ ವ್ಯಾಪ್ತಿಯಲ್ಲಿರುವ ವಿದ್ಯುತ್ ಪರಿವರ್ತಕಗಳಿಗೆ (ಟಿಸಿ) ಸುತ್ತಲೂ ತಂತಿ ಬೇಲಿ ಅಳವಡಿಸಿ ಸಾರ್ವಜನಿಕರ ಪ್ರಾಣ ರಕ್ಷಣೆ ಮಾಡಬೇಕು ಎಂದು ಕರ್ನಾಟಕ ರಕ್ಷಣಾ ವೇದಿಕೆ ಪದಾಧಿಕಾರಿಗಳು ಒತ್ತಾಯಿಸಿದರು. ಈ ಕುರಿತು ಜೆಸ್ಕಾಂ ಅಧಿಕಾರಿಗಳಿಗೆ ಮನವಿ ಸಲ್ಲಿಸಿ ಮಾತನಾಡಿ, ಶಾಲೆ, ಅಂಗನವಾಡಿ ಹಾಗೂ ಜನವಸತಿ ಪ್ರದೇಶಗಳ ಸಮೀಪದಲ್ಲಿರುವ ಟಿಸಿಗಳು ಅಪಾಯಕಾರಿಯಾಗಿವೆ. ಮಕ್ಕಳು ಹಾಗೂ ಜಾನುವಾರುಗಳು ಅವುಗಳ ಸಮೀಪ ಹೋಗುವ ಸಾಧ್ಯತೆ ಇದೆ. ಕೂಡಲೇ ತಂತಿ ಬೇಲಿ ಅಳವಡಿಸಿ ಸುರಕ್ಷತೆ ಕಲ್ಪಿಸಬೇಕು ಎಂದು ಆಗ್ರಹಿಸಿದರು. ವೇದಿಕೆಯ ತಾಲೂಕು ಘಟಕದ ಅಧ್ಯಕ್ಷರು, ಪದಾಧಿಕಾರಿಗಳು ಹಾಗೂ ಗ್ರಾಮಸ್ಥರು ಇದ್ದರು. <box>605 2177 747 2406</box>
polio-title: 5 ವರ್ಷದೊಳಗಿನ ಮಕ್ಕಳಿಗೆ ಲಸಿಕೆ ನೀಡಿ <box>337 544 901 596</box>
weather-max: 26° <box>687 117 720 137</box>
paper-name: ಹೊಸ ದಿಗಂತ <box>1186 57 1342 98</box>
gravel-body-1 <box>789 1598 1127 1828</box>
day-label: ಮಂಗಳವಾರ <box>83 67 151 87</box>
paper-tagline: ರಾಷ್ಟ್ರೀಯ ವಿಚಾರ ಪ್ರಧಾನ <box>1324 106 1406 117</box>
page-number: 11 <box>1165 86 1208 121</box>
pratibha-body-2 <box>1027 1380 1498 1537</box>
story2-body <box>42 1599 307 1822</box>
lakshmi-caption: ಹುಣಸಗಿ: ಬಲಶೆಟ್ಟಿಹಾಳ ಪ್ರಾಥಮಿಕ ಶಾಲೆಯ 4ನೇ ತರಗತಿ ವಿದ್ಯಾರ್ಥಿಯ ಲಕ್ಷ್ಮೀ ವೇಷದ ಛದ್ಮವೇಷ ನೋಡುಗರ ಕಣ್ಮನ ಸೆಳೆಯಿತು. <box>42 584 307 614</box>
shrine-shape <box>406 165 506 280</box>
electric-photo <box>755 2177 973 2334</box>
column-divider <box>1092 502 1093 1169</box>
gravel-body-2 <box>1138 1708 1498 1828</box>
polio-kicker: 21 ರಿಂದ ಪೋಲಿಯೋ ಲಸಿಕಾ ಕಾರ್ಯಕ್ರಮ | ಡಿಸಿ ಹೇಳಿಕೆ <box>337 506 813 536</box>
bottom-band-blue <box>42 1839 1039 1844</box>
quote-icon: ❝ <box>602 869 631 932</box>
weather-icon: ☀ <box>644 118 658 136</box>
gravel-text: ಸಂಡೂರು ತಾಲೂಕಿನಾದ್ಯಂತ ಗ್ರಾವೆಲ್ ಅಕ್ರಮ ದಂಧೆ ಸಾಮಾನ್ಯವಾಗಿದ್ದು, ಸರ್ಕಾರಿ ಜಮೀನುಗಳಲ್ಲಿ ಗ್ರಾವೆಲ್ ಅಗೆದು ಸಾಗಾಣಿಕೆ ಮಾಡಲಾಗುತ್ತಿದೆ. ಈ ಬಗ್ಗೆ ಸಂಬಂಧಪಟ್ಟ ಅಧಿಕಾರಿಗಳು ಗಮನಹರಿಸಿದರೂ ಕ್ರಮ ಕೈಗೊಂಡಿಲ್ಲ ಎಂದು ಬಿಜೆಪಿ ಜಿಲ್ಲಾ ಉಪಾಧ್ಯಕ್ಷ ಆರೋಪಿಸಿದರು. ನಗರದ ಪತ್ರಿಕಾಭವನದಲ್ಲಿ ನಡೆದ ಸುದ್ದಿಗೋಷ್ಠಿಯಲ್ಲಿ ಅವರು ಮಾತನಾಡಿ, ಅಕ್ರಮವಾಗಿ ಗ್ರಾವೆಲ್ ಸಾಗಾಣಿಕೆಯಿಂದ ಸರ್ಕಾರಕ್ಕೆ ಕೋಟ್ಯಂತರ ರೂಪಾಯಿ ರಾಜಧನ ನಷ್ಟವಾಗುತ್ತಿದೆ. ರಸ್ತೆಗಳು ಹದಗೆಟ್ಟಿದ್ದು, ಪರಿಸರಕ್ಕೂ ಹಾನಿಯಾಗುತ್ತಿದೆ. ಗಣಿ ಮತ್ತು ಭೂವಿಜ್ಞಾನ ಇಲಾಖೆ ಹಾಗೂ ಕಂದಾಯ ಇಲಾಖೆ ಅಧಿಕಾರಿಗಳು ಶಾಮೀಲಾಗಿದ್ದಾರೆ ಎಂಬ ಅನುಮಾನ ವ್ಯಕ್ತವಾಗಿದೆ. ಕೂಡಲೇ ತನಿಖೆ ನಡೆಸಿ ತಪ್ಪಿತಸ್ಥರ ವಿರುದ್ಧ ಕ್ರಮ ಕೈಗೊಳ್ಳಬೇಕು ಇಲ್ಲದಿದ್ದರೆ ಪ್ರತಿಭಟನೆ ನಡೆಸಲಾಗುವುದು ಎಂದು ಎಚ್ಚರಿಸಿದರು. ಪಕ್ಷದ ಮುಖಂಡರು ಉಪಸ್ಥಿತರಿದ್ದರು. <box>789 1599 1127 1711</box>
milk-society-photo <box>42 1460 307 1590</box>
story1-text: ಸಿಎಂ ಕುರ್ಚಿ ಕಾದಾಟದಿಂದ ರಾಜ್ಯದ ಆಡಳಿತ ವ್ಯವಸ್ಥೆ ಬುಡಮೇಲಾಗಿದೆ ಎಂದು ವಿಜಯನಗರ ಜಿಲ್ಲಾ ಬಿಜೆಪಿ ಪಕ್ಷದ ಮುಖಂಡ ಎಂ.ಬಿ. ಬಸವರಾಜ ಟೀಕಿಸಿದರು. ಅವರು ನಮ್ಮ ಪತ್ರಿಕಾ ಪ್ರತಿನಿಧಿಯೊಂದಿಗೆ ಭಾನುವಾರ ಮಾತನಾಡಿ, ರಾಜ್ಯ ಕಾಂಗ್ರೆಸ್ ಸರ್ಕಾರ ಸ್ವಪಕ್ಷೀಯ ಸಂಸ್ಥೆಗಳ ಚುನಾವಣೆಗಳಿಗೆ ಕಟ್ಟುನಿಟ್ಟಾದ ಸೂಚನೆ ನೀಡಿದ್ದು, ಗುತ್ತಿಗೆದಾರರ ಬಾಕಿ ಬಿಲ್ ಪಾವತಿಸದೇ ಹಲವು ಕಾಮಗಾರಿಗಳು ಸ್ಥಗಿತಗೊಂಡಿವೆ. ಕರ್ನಾಟಕ ಆರ್ಥಿಕವಾಗಿ ದಿವಾಳಿಯಾಗುವ ಸ್ಥಿತಿಯಲ್ಲಿದೆ. ರೈತರು ಮತ್ತು ಸಾಮಾನ್ಯರ ಸಾಲಗಳ ಬಡ್ಡಿದರ ಹೆಚ್ಚಾಗಿದ್ದು ನೆಮ್ಮದಿ ಕಳೆದುಕೊಂಡಿದ್ದಾರೆ. ಇವ್ವ ಸರ್ಕಾರದ ಆಡಳಿತ ವೈಫಲ್ಯ ಖಂಡಿಸಿ ಬರುವ ದಿನಗಳಲ್ಲಿ ಹೋರಾಟ ನಡೆಸಲಾಗುವುದು ಎಂದು ಎಚ್ಚರಿಸಿದರು. <box>42 730 307 857</box>
